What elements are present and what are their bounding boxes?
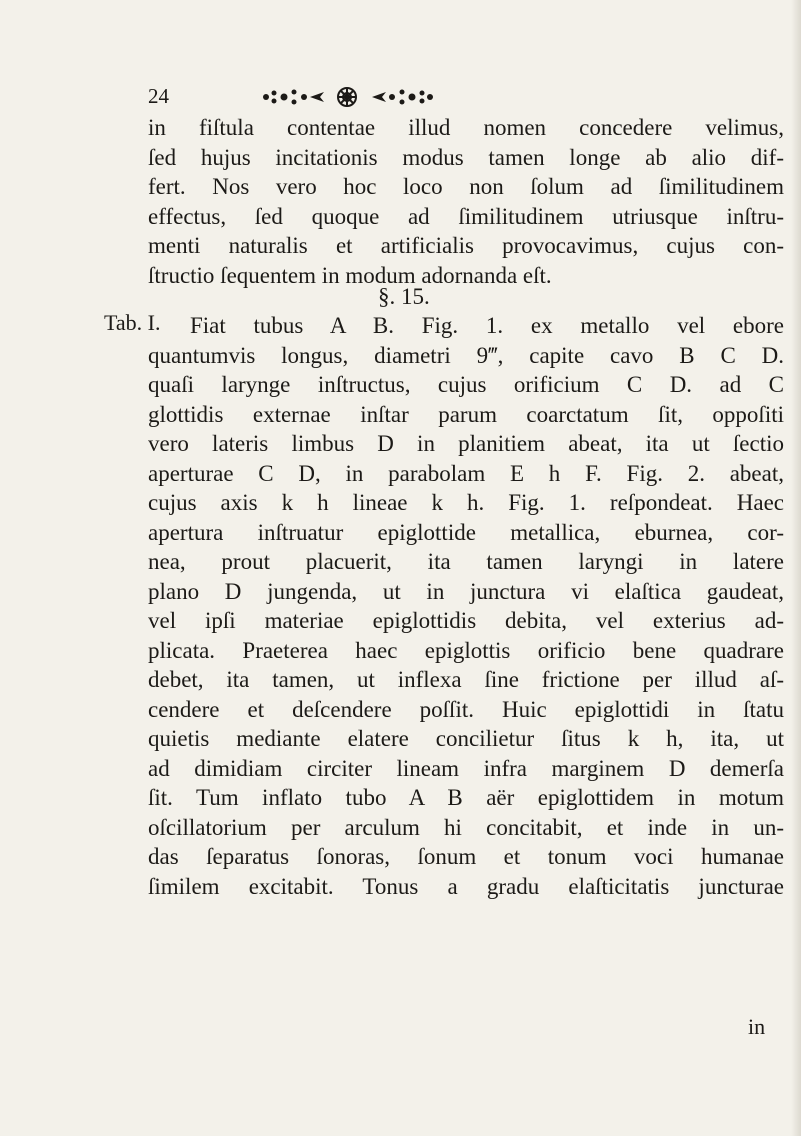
central-rosette-ornament <box>333 86 361 108</box>
text-line: cendere et deſcendere poſſit. Huic epiglottidi in ſtatu <box>148 696 784 722</box>
left-fleuron-ornament <box>258 86 328 108</box>
text-line: vel ipſi materiae epiglottidis debita, vel exterius ad- <box>148 608 784 633</box>
text-line: effectus, ſed quoque ad ſimilitudinem utriusque inſtru- <box>148 203 784 229</box>
text-line: ad dimidiam circiter lineam infra marginem D demerſa <box>148 755 784 781</box>
text-line: quantumvis longus, diametri 9‴, capite cavo B C D. <box>148 342 784 368</box>
text-line: quaſi larynge inſtructus, cujus orificium C D. ad C <box>148 372 784 397</box>
text-line: cujus axis k h lineae k h. Fig. 1. reſpondeat. Haec <box>148 490 784 515</box>
margin-note-plate: Tab. I. <box>104 310 161 335</box>
catchword: in <box>748 1014 766 1039</box>
text-line: in fiſtula contentae illud nomen concedere velimus, <box>148 115 784 140</box>
text-line: plano D jungenda, ut in junctura vi elaſtica gaudeat, <box>148 578 784 604</box>
text-line: apertura inſtruatur epiglottide metallica, eburnea, cor- <box>148 519 784 545</box>
paragraph-2 <box>148 311 784 901</box>
text-line: ſed hujus incitationis modus tamen longe ab alio dif- <box>148 144 784 170</box>
text-line: quietis mediante elatere concilietur ſitus k h, ita, ut <box>148 726 784 751</box>
text-line: fert. Nos vero hoc loco non ſolum ad ſimilitudinem <box>148 174 784 199</box>
text-line: ſimilem excitabit. Tonus a gradu elaſticitatis juncturae <box>148 873 784 899</box>
text-line: ſtructio ſequentem in modum adornanda eſt. <box>148 262 552 288</box>
text-line: nea, prout placuerit, ita tamen laryngi in latere <box>148 549 784 574</box>
text-line: menti naturalis et artificialis provocavimus, cujus con- <box>148 233 784 258</box>
text-line: ſit. Tum inflato tubo A B aër epiglottidem in motum <box>148 785 784 810</box>
page-header <box>148 84 618 116</box>
text-line: aperturae C D, in parabolam E h F. Fig. 2. abeat, <box>148 460 784 486</box>
right-fleuron-ornament <box>368 86 438 108</box>
text-line: glottidis externae inſtar parum coarctatum ſit, oppoſiti <box>148 401 784 427</box>
text-line: Fiat tubus A B. Fig. 1. ex metallo vel ebore <box>190 313 784 338</box>
text-line: das ſeparatus ſonoras, ſonum et tonum voci humanae <box>148 844 784 869</box>
text-line: plicata. Praeterea haec epiglottis orificio bene quadrare <box>148 637 784 663</box>
text-line: oſcillatorium per arculum hi concitabit, et inde in un- <box>148 814 784 840</box>
text-line: debet, ita tamen, ut inflexa ſine frictione per illud aſ- <box>148 667 784 692</box>
page-edge-shadow <box>791 0 801 1136</box>
text-line: vero lateris limbus D in planitiem abeat, ita ut ſectio <box>148 431 784 456</box>
page-number: 24 <box>148 84 169 108</box>
section-heading: §. 15. <box>378 284 430 309</box>
paragraph-1 <box>148 113 784 290</box>
